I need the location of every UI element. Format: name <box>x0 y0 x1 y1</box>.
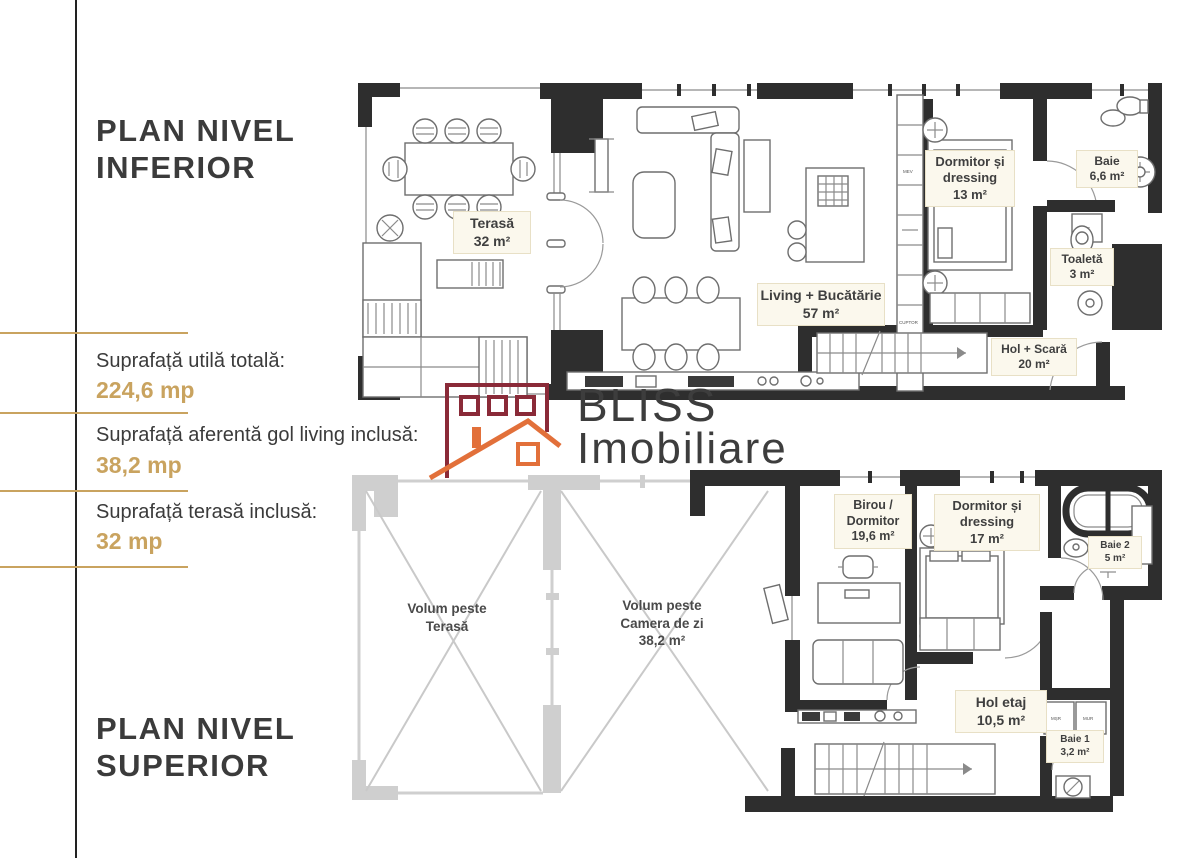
void-label-terasa <box>387 600 507 635</box>
room-name: Terasă <box>469 215 515 231</box>
room-name: Dormitor și dressing <box>935 154 1005 186</box>
room-name: Birou / Dormitor <box>846 498 900 528</box>
stat-terasa-value: 32 mp <box>96 528 163 554</box>
terrace-furniture <box>363 119 535 397</box>
room-area: 13 m² <box>953 186 987 202</box>
room-label-living-bucatarie <box>757 283 885 326</box>
room-label-baie <box>1076 150 1138 188</box>
logo-house-icon <box>430 385 560 478</box>
bedroom-lower-furniture <box>923 118 1030 323</box>
room-label-baie-1 <box>1046 730 1104 763</box>
room-name: Baie <box>1094 154 1120 168</box>
room-name: Hol + Scară <box>1001 342 1067 356</box>
room-label-hol-scara <box>991 338 1077 376</box>
gold-divider <box>0 332 188 334</box>
room-name: Baie 1 <box>1060 734 1090 745</box>
room-area: 3,2 m² <box>1060 746 1090 758</box>
appliance-label-mur-upper: MUR <box>1083 716 1094 721</box>
void-line1: Volum peste <box>622 598 702 613</box>
office-furniture <box>764 556 903 684</box>
room-label-hol-etaj <box>955 690 1047 733</box>
stat-total-value: 224,6 mp <box>96 377 195 403</box>
appliance-label-cuptor: CUPTOR <box>899 320 918 325</box>
title-lower-plan: PLAN NIVEL INFERIOR <box>96 113 295 185</box>
room-area: 32 m² <box>473 232 511 249</box>
room-label-toaleta <box>1050 248 1114 286</box>
stairs-lower <box>817 331 987 375</box>
gold-divider <box>0 490 188 492</box>
gold-divider <box>0 566 188 568</box>
stairs-upper <box>815 742 995 796</box>
stat-total-label: Suprafață utilă totală: <box>96 350 286 372</box>
room-name: Dormitor și dressing <box>952 498 1022 530</box>
void-line2: Camera de zi <box>620 615 704 631</box>
room-area: 3 m² <box>1069 267 1095 281</box>
room-area: 10,5 m² <box>976 711 1026 728</box>
gold-divider <box>0 412 188 414</box>
void-label-camera-de-zi <box>597 597 727 650</box>
stat-gol-living-label: Suprafață aferentă gol living inclusă: <box>96 424 419 446</box>
room-area: 6,6 m² <box>1089 169 1125 183</box>
appliance-label-mev: MEV <box>903 169 913 174</box>
stat-terasa-label: Suprafață terasă inclusă: <box>96 501 318 523</box>
void-line1: Volum peste <box>407 601 487 616</box>
left-vertical-rule <box>75 0 77 858</box>
void-area: 38,2 m² <box>638 633 686 649</box>
room-area: 20 m² <box>1018 357 1050 371</box>
appliance-label-msr-upper: MȘR <box>1051 716 1061 721</box>
title-upper-plan: PLAN NIVEL SUPERIOR <box>96 711 295 783</box>
room-label-dormitor-dressing-superior <box>934 494 1040 551</box>
room-area: 17 m² <box>970 530 1004 546</box>
room-area: 19,6 m² <box>851 529 895 544</box>
logo-brand-name: BLISS <box>577 379 718 431</box>
logo-brand-subname: Imobiliare <box>577 424 788 473</box>
room-label-birou-dormitor <box>834 494 912 549</box>
room-label-dormitor-dressing-inferior <box>925 150 1015 207</box>
room-label-baie-2 <box>1088 536 1142 569</box>
room-name: Toaletă <box>1061 252 1103 266</box>
void-line2: Terasă <box>425 618 469 634</box>
room-label-terasa <box>453 211 531 254</box>
stat-gol-living-value: 38,2 mp <box>96 452 182 478</box>
room-name: Hol etaj <box>975 694 1027 710</box>
room-area: 5 m² <box>1104 552 1126 564</box>
room-name: Baie 2 <box>1100 540 1130 551</box>
room-name: Living + Bucătărie <box>760 287 882 303</box>
room-area: 57 m² <box>802 304 840 321</box>
